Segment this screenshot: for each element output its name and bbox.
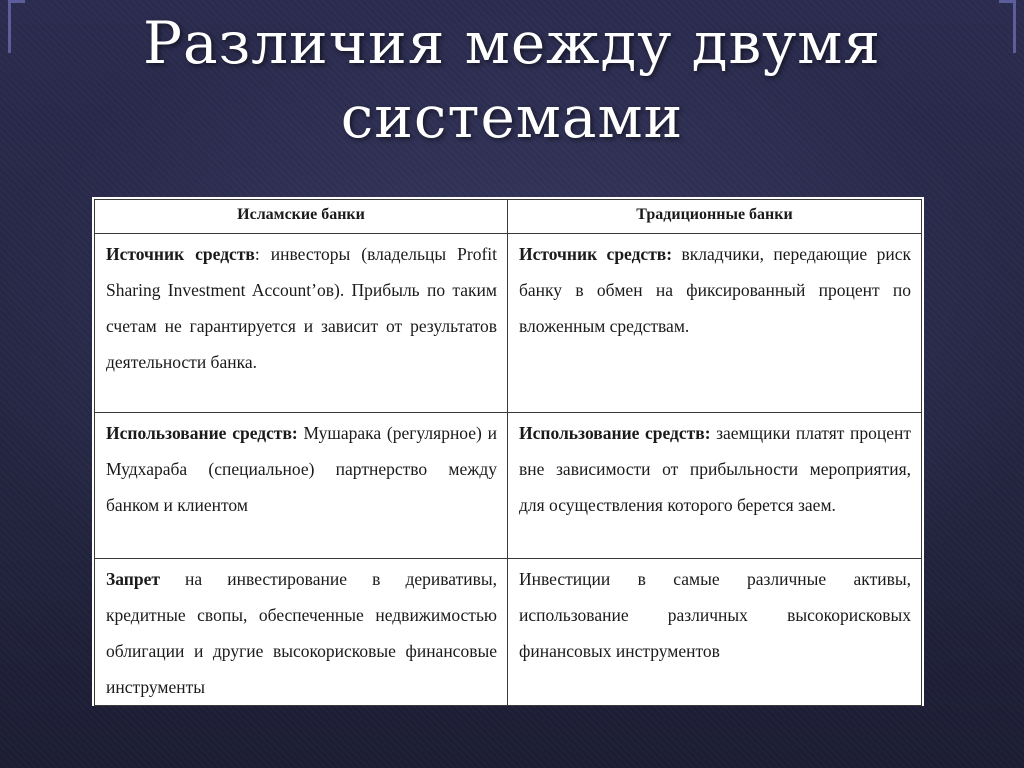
header-traditional-banks: Традиционные банки: [508, 200, 922, 234]
cell-bold-label: Запрет: [106, 569, 160, 589]
slide-title-line-2: системами: [340, 83, 684, 151]
cell-text: заемщики платят процент вне зависимости от прибыльности мероприятия, для осуществления которого берется заем.: [519, 423, 911, 515]
table-row-source-of-funds: [95, 234, 922, 413]
header-islamic-banks: Исламские банки: [95, 200, 508, 234]
cell-text: Мушарака (регулярное) и Мудхараба (специальное) партнерство между банком и клиентом: [106, 423, 497, 515]
cell-islamic-source: [95, 234, 508, 413]
cell-traditional-source: [508, 234, 922, 413]
slide-title: [0, 6, 1024, 154]
table-row-restrictions: [95, 559, 922, 706]
comparison-table-container: [92, 197, 924, 706]
cell-traditional-use: [508, 413, 922, 559]
cell-text: вкладчики, передающие риск банку в обмен на фиксированный процент по вложенным средствам.: [519, 244, 911, 336]
cell-bold-label: Источник средств: [106, 244, 255, 264]
comparison-table: [94, 199, 922, 706]
cell-bold-label: Источник средств:: [519, 244, 673, 264]
cell-bold-label: Использование средств:: [519, 423, 711, 443]
cell-text: на инвестирование в деривативы, кредитные свопы, обеспеченные недвижимостью облигации и другие высокорисковые финансовые инструменты: [106, 569, 497, 697]
table-header-row: [95, 200, 922, 234]
cell-islamic-use: [95, 413, 508, 559]
table-row-use-of-funds: [95, 413, 922, 559]
cell-bold-label: Использование средств:: [106, 423, 298, 443]
cell-traditional-investments: [508, 559, 922, 706]
cell-text: : инвесторы (владельцы Profit Sharing Investment Account’ов). Прибыль по таким счетам не гарантируется и зависит от результатов деятельности банка.: [106, 244, 497, 372]
cell-text: Инвестиции в самые различные активы, использование различных высокорисковых финансовых инструментов: [519, 569, 911, 661]
cell-islamic-restriction: [95, 559, 508, 706]
slide-title-line-1: Различия между двумя: [142, 9, 882, 77]
